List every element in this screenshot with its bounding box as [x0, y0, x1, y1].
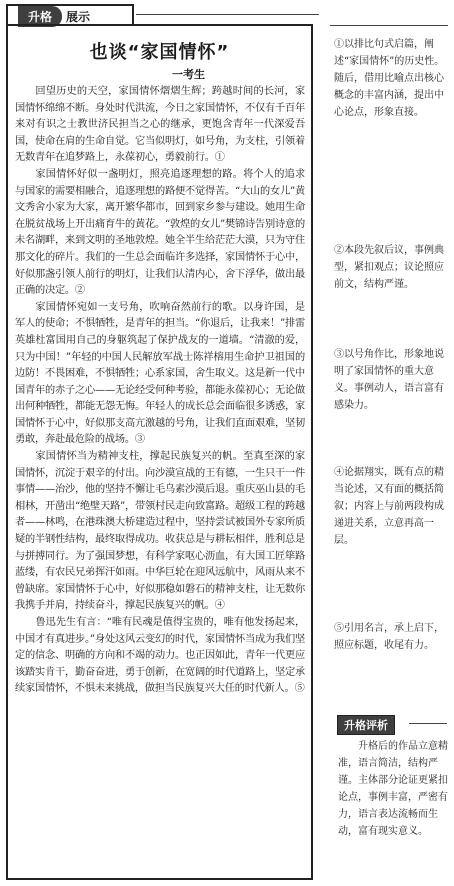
- article-paragraph: 鲁迅先生有言：“唯有民魂是值得宝贵的，唯有他发扬起来，中国才有真进步。”身处这风云变幻的时代，家国情怀当成为我们坚定的信念、明确的方向和不竭的动力。也正因如此，青年一代更应该踏实肯干，勤奋奋进，勇于创新，在宽阔的时代道路上，坚定承续家国情怀，不惧未来挑战，做担当民族复兴大任的时代新人。⑤: [15, 617, 305, 695]
- side-note: ③以号角作比，形象地说明了家国情怀的重大意义。事例动人，语言富有感染力。: [334, 349, 444, 411]
- review-text: 升格后的作品立意精准，语言简洁，结构严谨。主体部分论证更紧扣论点，事例丰富，严密有力，语言表达流畅而生动，富有现实意义。: [338, 741, 448, 837]
- article-paragraph: 回望历史的天空，家国情怀熠熠生辉；跨越时间的长河，家国情怀绵绵不断。身处时代洪流，今日之家国情怀，不仅有千百年来对有识之士教世济民担当之心的继承，更饱含青年一代深爱吾国，使命在肩的生命自觉。它当似明灯，如号角，为支柱，引领着无数青年在追梦路上，永葆初心，勇毅前行。①: [15, 86, 305, 164]
- section-badge: 升格: [18, 6, 62, 27]
- article-paragraph: 家国情怀好似一盏明灯，照亮追逐理想的路。将个人的追求与国家的需要相融合，追逐理想的路便不觉得苦。“大山的女儿”黄文秀舍小家为大家，离开繁华都市，回到家乡参与建设。她用生命在脱贫战场上开出痛育牛的黄花。“敦煌的女儿”樊锦诗告别诗意的未名湖畔，来到文明的圣地敦煌。她全半生给茫茫大漠，只为守住那文化的碎片。我们的一生总会面临许多选择，家国情怀于心中，好似那盏引领人前行的明灯，让我们认清内心，舍下浮华，做出最正确的决定。②: [15, 168, 305, 297]
- section-label: 展示: [66, 9, 91, 24]
- notes-divider: [330, 25, 448, 26]
- article-author: 一考生: [172, 68, 205, 81]
- article-paragraph: 家国情怀宛如一支号角，吹响奋然前行的歌。以身许国，是军人的使命；不惧牺牲，是青年的担当。“你退后，让我来！”排雷英雄杜富国用自己的身躯筑起了保护战友的一道墙。“清澈的爱，只为中国！”年轻的中国人民解放军战士陈祥榕用生命护卫祖国的边防！不畏困难，不惧牺牲；心系家国，舍生取义。这是新一代中国青年的赤子之心——无论经受何种考验，都能永葆初心；无论做出何种牺牲，都能无怨无悔。年轻人的成长总会面临很多诱惑，家国情怀于心中，好似那支高亢激越的号角，让我们直面艰难，坚韧勇敢，奔赴最危险的战场。③: [15, 301, 305, 446]
- article-frame: [6, 24, 313, 880]
- side-note: ①以排比句式启篇，阐述“家国情怀”的历史性。随后，借用比喻点出核心概念的丰富内涵，提出中心论点，形象直接。: [334, 39, 445, 118]
- article-paragraph: 家国情怀当为精神支柱，撑起民族复兴的帆。至真至深的家国情怀，沉淀于艰辛的付出。向沙漠宣战的王有德，一生只干一件事情——治沙，他的坚持不懈让毛乌素沙漠后退。重庆巫山县的毛相林，开凿出“绝壁天路”，带领村民走向致富路。超级工程的跨越者——林鸣，在港珠澳大桥建造过程中，坚持尝试被国外专家所质疑的半钢性结构，最终取得成功。收获总是与耕耘相伴，胜利总是与拼搏同行。为了强国梦想，有科学家呕心沥血，有大国工匠筚路蓝缕，有农民兄弟挥汗如雨。中华巨轮在迎风远航中，风雨从来不曾缺席。家国情怀于心中，好似那稳如磐石的精神支柱，让无数你我携手并肩，持续奋斗，撑起民族复兴的帆。④: [15, 451, 305, 612]
- review-divider: [409, 723, 447, 724]
- review-label: 升格评析: [337, 715, 395, 735]
- side-note: ④论据翔实，既有点的精当论述，又有面的概括简叙；内容上与前两段构成递进关系，立意再高一层。: [334, 467, 444, 546]
- side-note: ⑤引用名言，承上启下，照应标题，收尾有力。: [334, 623, 444, 651]
- divider: [136, 14, 319, 15]
- article-title: 也谈“家国情怀”: [89, 42, 230, 63]
- section-header: [6, 4, 134, 26]
- review-header: [337, 715, 447, 731]
- side-note: ②本段先叙后议，事例典型，紧扣观点；议论照应前文，结构严谨。: [334, 245, 444, 290]
- article-body: [15, 84, 305, 698]
